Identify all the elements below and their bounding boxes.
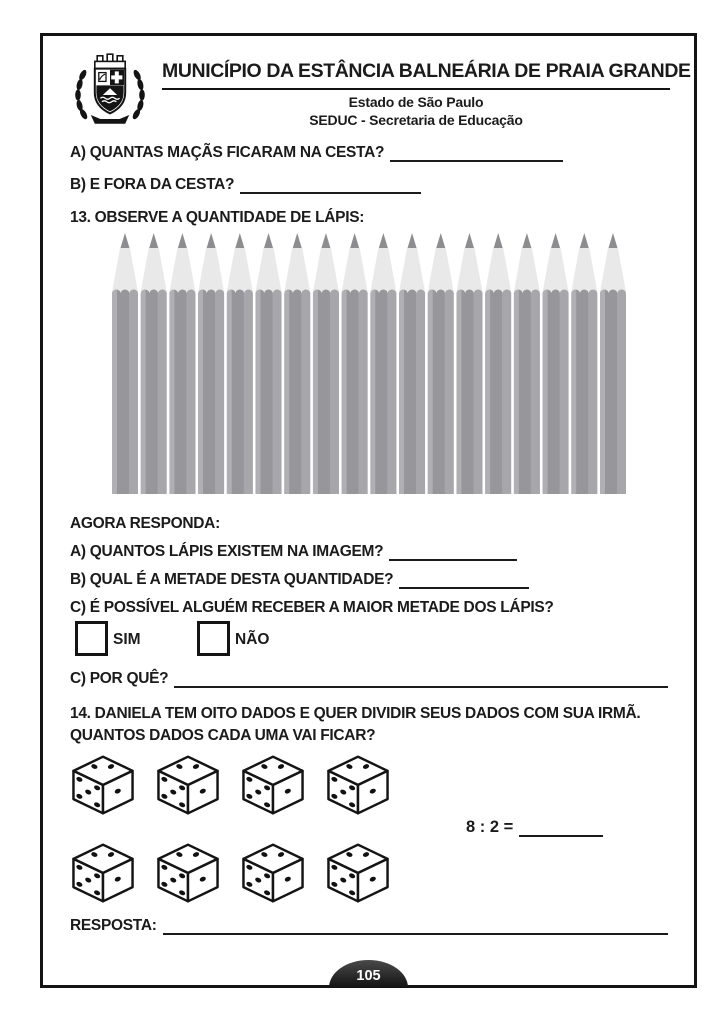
pencil-icon <box>370 233 396 494</box>
page-number: 105 <box>356 968 381 984</box>
resposta-label: RESPOSTA: <box>70 917 157 934</box>
die-icon <box>71 754 135 816</box>
nao-checkbox[interactable] <box>197 621 230 656</box>
answer-blank-apples-a[interactable] <box>390 145 563 162</box>
question-13a-label: A) QUANTOS LÁPIS EXISTEM NA IMAGEM? <box>70 543 384 560</box>
die <box>326 754 390 816</box>
question-13-why-label: C) POR QUÊ? <box>70 670 169 687</box>
die-icon <box>326 754 390 816</box>
pencil-icon <box>456 233 482 494</box>
equation-label: 8 : 2 = <box>466 818 514 836</box>
die-icon <box>156 842 220 904</box>
pencil-icon <box>198 233 224 494</box>
die <box>156 842 220 904</box>
agora-responda-label: AGORA RESPONDA: <box>70 515 220 532</box>
sim-label: SIM <box>113 631 141 648</box>
equation-blank[interactable] <box>519 819 603 837</box>
die-icon <box>71 842 135 904</box>
pencil-icon <box>571 233 597 494</box>
page-title: MUNICÍPIO DA ESTÂNCIA BALNEÁRIA DE PRAIA GRANDE <box>162 60 670 90</box>
die <box>326 842 390 904</box>
question-13-title: 13. OBSERVE A QUANTIDADE DE LÁPIS: <box>70 209 365 226</box>
die-icon <box>241 754 305 816</box>
question-13c-label: C) É POSSÍVEL ALGUÉM RECEBER A MAIOR METADE DOS LÁPIS? <box>70 599 554 616</box>
die-icon <box>326 842 390 904</box>
pencil-icon <box>313 233 339 494</box>
die <box>71 842 135 904</box>
nao-label: NÃO <box>235 631 270 648</box>
pencil-icon <box>342 233 368 494</box>
pencil-icon <box>514 233 540 494</box>
coat-of-arms-icon <box>70 50 150 132</box>
die <box>241 754 305 816</box>
die-icon <box>156 754 220 816</box>
question-14-line2: QUANTOS DADOS CADA UMA VAI FICAR? <box>70 727 376 744</box>
pencil-icon <box>428 233 454 494</box>
die-icon <box>241 842 305 904</box>
pencil-icon <box>543 233 569 494</box>
pencil-icon <box>399 233 425 494</box>
pencil-icon <box>227 233 253 494</box>
coat-of-arms-logo <box>70 50 150 132</box>
answer-blank-apples-b[interactable] <box>240 177 421 194</box>
die <box>156 754 220 816</box>
answer-blank-13a[interactable] <box>389 544 517 561</box>
pencil-icon <box>112 233 138 494</box>
question-14-line1: 14. DANIELA TEM OITO DADOS E QUER DIVIDIR SEUS DADOS COM SUA IRMÃ. <box>70 705 641 722</box>
question-13b-label: B) QUAL É A METADE DESTA QUANTIDADE? <box>70 571 394 588</box>
answer-blank-why[interactable] <box>174 671 668 688</box>
pencil-icon <box>485 233 511 494</box>
pencil-icon <box>600 233 626 494</box>
subtitle-state: Estado de São Paulo <box>348 94 484 110</box>
pencil-icon <box>284 233 310 494</box>
pencil-icon <box>169 233 195 494</box>
pencils-figure <box>112 232 626 494</box>
subtitle-department: SEDUC - Secretaria de Educação <box>309 112 523 128</box>
die <box>241 842 305 904</box>
question-apples-b-label: B) E FORA DA CESTA? <box>70 176 235 193</box>
die <box>71 754 135 816</box>
pencil-icon <box>256 233 282 494</box>
answer-blank-13b[interactable] <box>399 572 529 589</box>
resposta-blank[interactable] <box>163 918 668 935</box>
question-apples-a-label: A) QUANTAS MAÇÃS FICARAM NA CESTA? <box>70 144 385 161</box>
pencil-icon <box>141 233 167 494</box>
sim-checkbox[interactable] <box>75 621 108 656</box>
